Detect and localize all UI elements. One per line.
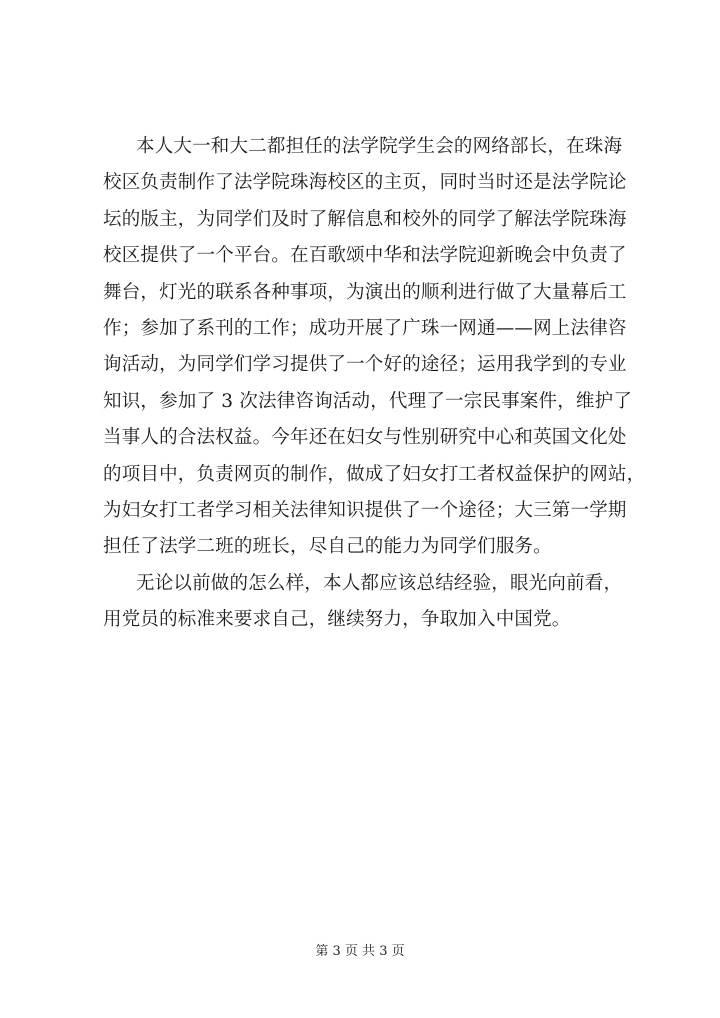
text-line: 作；参加了系刊的工作；成功开展了广珠一网通——网上法律咨: [103, 317, 627, 339]
text-line: 本人大一和大二都担任的法学院学生会的网络部长，在珠海: [136, 136, 623, 157]
text-line: 无论以前做的怎么样，本人都应该总结经验，眼光向前看，: [136, 572, 623, 594]
text-line: 舞台，灯光的联系各种事项，为演出的顺利进行做了大量幕后工: [103, 281, 627, 303]
paragraph-2: [103, 566, 633, 639]
text-line: 询活动，为同学们学习提供了一个好的途径；运用我学到的专业: [103, 354, 627, 376]
document-body: [103, 129, 646, 638]
text-line: 校区负责制作了法学院珠海校区的主页，同时当时还是法学院论: [103, 172, 627, 194]
text-line: 担任了法学二班的班长，尽自己的能力为同学们服务。: [103, 536, 552, 558]
text-line: 校区提供了一个平台。在百歌颂中华和法学院迎新晚会中负责了: [103, 245, 627, 267]
text-line: 用党员的标准来要求自己，继续努力，争取加入中国党。: [103, 609, 571, 631]
paragraph-1: [103, 129, 646, 566]
text-line: 的项目中，负责网页的制作，做成了妇女打工者权益保护的网站，: [103, 463, 646, 485]
text-line: 坛的版主，为同学们及时了解信息和校外的同学了解法学院珠海: [103, 208, 627, 230]
text-line: 当事人的合法权益。今年还在妇女与性别研究中心和英国文化处: [103, 427, 627, 449]
page-number-footer: 第 3 页 共 3 页: [315, 944, 405, 959]
text-line: 知识，参加了 3 次法律咨询活动，代理了一宗民事案件，维护了: [103, 390, 633, 412]
text-line: 为妇女打工者学习相关法律知识提供了一个途径；大三第一学期: [103, 499, 627, 521]
